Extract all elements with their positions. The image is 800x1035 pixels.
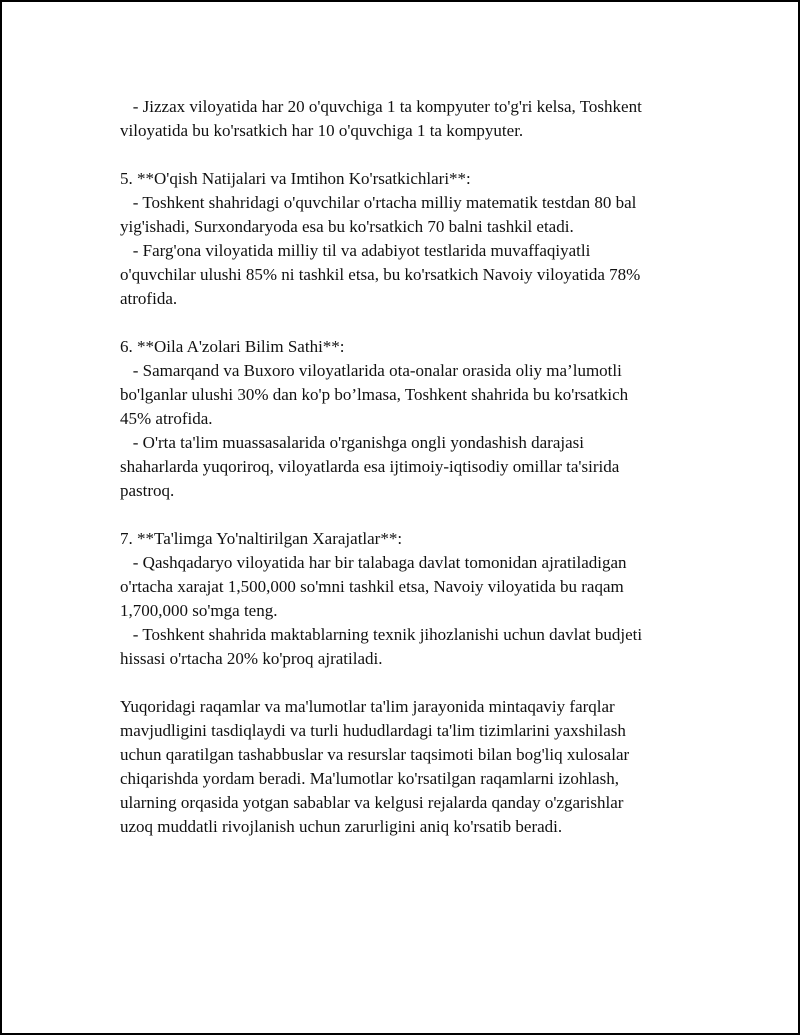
text-line: 45% atrofida. xyxy=(120,409,213,428)
section-7 xyxy=(120,527,740,671)
text-line: - Farg'ona viloyatida milliy til va adabiyot testlarida muvaffaqiyatli xyxy=(120,241,591,260)
intro-bullet xyxy=(120,95,740,143)
text-line: - Samarqand va Buxoro viloyatlarida ota-onalar orasida oliy ma’lumotli xyxy=(120,361,622,380)
text-line: pastroq. xyxy=(120,481,175,500)
paragraph-gap xyxy=(120,503,740,527)
document-body xyxy=(120,95,740,839)
text-line: viloyatida bu ko'rsatkich har 10 o'quvchiga 1 ta kompyuter. xyxy=(120,121,524,140)
bullet-item xyxy=(120,431,740,503)
text-line: yig'ishadi, Surxondaryoda esa bu ko'rsatkich 70 balni tashkil etadi. xyxy=(120,217,574,236)
text-line: - Toshkent shahridagi o'quvchilar o'rtacha milliy matematik testdan 80 bal xyxy=(120,193,637,212)
section-5 xyxy=(120,167,740,311)
text-line: - Toshkent shahrida maktablarning texnik jihozlanishi uchun davlat budjeti xyxy=(120,625,643,644)
paragraph-gap xyxy=(120,671,740,695)
section-heading: 5. **O'qish Natijalari va Imtihon Ko'rsatkichlari**: xyxy=(120,169,471,188)
text-line: atrofida. xyxy=(120,289,178,308)
text-line: mavjudligini tasdiqlaydi va turli hududlardagi ta'lim tizimlarini yaxshilash xyxy=(120,721,626,740)
section-heading: 7. **Ta'limga Yo'naltirilgan Xarajatlar**: xyxy=(120,529,403,548)
section-heading: 6. **Oila A'zolari Bilim Sathi**: xyxy=(120,337,345,356)
text-line: shaharlarda yuqoriroq, viloyatlarda esa ijtimoiy-iqtisodiy omillar ta'sirida xyxy=(120,457,620,476)
text-line: - O'rta ta'lim muassasalarida o'rganishga ongli yondashish darajasi xyxy=(120,433,584,452)
text-line: - Jizzax viloyatida har 20 o'quvchiga 1 ta kompyuter to'g'ri kelsa, Toshkent xyxy=(120,97,642,116)
bullet-item xyxy=(120,551,740,623)
bullet-item xyxy=(120,623,740,671)
text-line: bo'lganlar ulushi 30% dan ko'p bo’lmasa, Toshkent shahrida bu ko'rsatkich xyxy=(120,385,629,404)
text-line: o'quvchilar ulushi 85% ni tashkil etsa, bu ko'rsatkich Navoiy viloyatida 78% xyxy=(120,265,641,284)
text-line: o'rtacha xarajat 1,500,000 so'mni tashkil etsa, Navoiy viloyatida bu raqam xyxy=(120,577,624,596)
text-line: - Qashqadaryo viloyatida har bir talabaga davlat tomonidan ajratiladigan xyxy=(120,553,627,572)
text-line: uchun qaratilgan tashabbuslar va resurslar taqsimoti bilan bog'liq xulosalar xyxy=(120,745,630,764)
text-line: 1,700,000 so'mga teng. xyxy=(120,601,278,620)
text-line: Yuqoridagi raqamlar va ma'lumotlar ta'lim jarayonida mintaqaviy farqlar xyxy=(120,697,615,716)
text-line: uzoq muddatli rivojlanish uchun zarurligini aniq ko'rsatib beradi. xyxy=(120,817,563,836)
bullet-item xyxy=(120,359,740,431)
bullet-item xyxy=(120,239,740,311)
text-line: hissasi o'rtacha 20% ko'proq ajratiladi. xyxy=(120,649,383,668)
text-line: ularning orqasida yotgan sabablar va kelgusi rejalarda qanday o'zgarishlar xyxy=(120,793,624,812)
conclusion-paragraph xyxy=(120,695,740,839)
paragraph-gap xyxy=(120,143,740,167)
bullet-item xyxy=(120,191,740,239)
section-6 xyxy=(120,335,740,503)
text-line: chiqarishda yordam beradi. Ma'lumotlar ko'rsatilgan raqamlarni izohlash, xyxy=(120,769,619,788)
paragraph-gap xyxy=(120,311,740,335)
